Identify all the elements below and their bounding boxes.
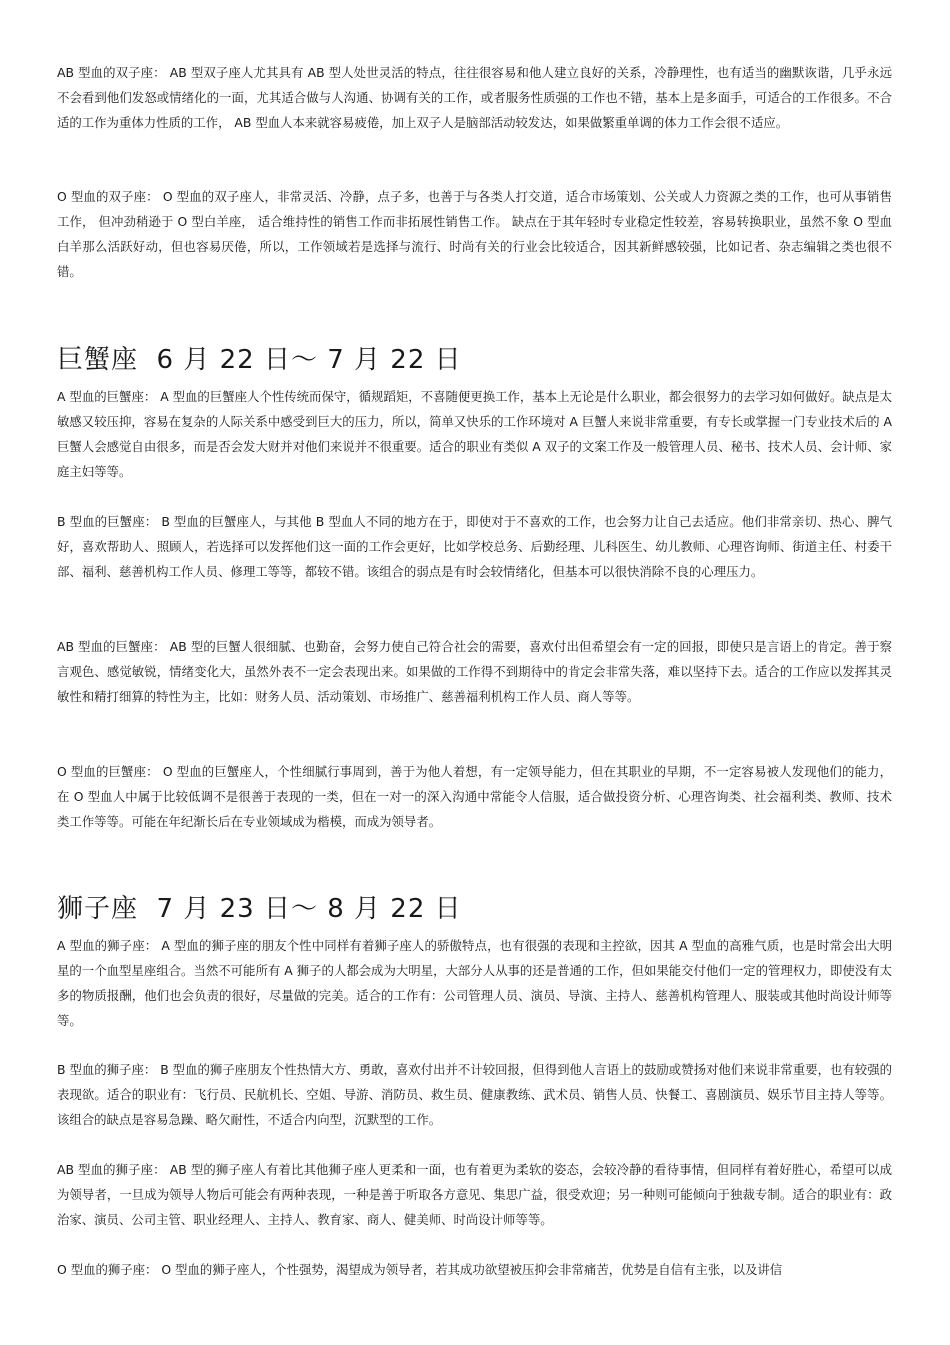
paragraph-ab-leo: AB 型血的狮子座： AB 型的狮子座人有着比其他狮子座人更柔和一面，也有着更为柔软的姿态，会较冷静的看待事情，但同样有着好胜心，希望可以成为领导者，一旦成为领导人物后可能会有两种表现，一种是善于听取各方意见、集思广益，很受欢迎；另一种则可能倾向于独裁专制。适合的职业有：政治家、演员、公司主管、职业经理人、主持人、教育家、商人、健美师、时尚设计师等等。	[57, 1162, 892, 1227]
paragraph-o-gemini: O 型血的双子座： O 型血的双子座人，非常灵活、冷静，点子多，也善于与各类人打交道，适合市场策划、公关或人力资源之类的工作，也可从事销售工作， 但冲劲稍逊于 O 型白羊座， 适合维持性的销售工作而非拓展性销售工作。 缺点在于其年轻时专业稳定性较差，容易转换职业，虽然不象 O 型血白羊那么活跃好动，但也容易厌倦，所以，工作领域若是选择与流行、时尚有关的行业会比较适合，因其新鲜感较强，比如记者、杂志编辑之类也很不错。	[57, 189, 892, 279]
paragraph-a-cancer: A 型血的巨蟹座： A 型血的巨蟹座人个性传统而保守，循规蹈矩，不喜随便更换工作，基本上无论是什么职业，都会很努力的去学习如何做好。缺点是太敏感又较压抑，容易在复杂的人际关系中感受到巨大的压力，所以，简单又快乐的工作环境对 A 巨蟹人来说非常重要，有专长或掌握一门专业技术后的 A 巨蟹人会感觉自由很多，而是否会发大财并对他们来说并不很重要。适合的职业有类似 A 双子的文案工作及一般管理人员、秘书、技术人员、会计师、家庭主妇等等。	[57, 389, 892, 479]
heading-leo: 狮子座 7 月 23 日～ 8 月 22 日	[57, 894, 462, 924]
paragraph-ab-gemini: AB 型血的双子座： AB 型双子座人尤其具有 AB 型人处世灵活的特点，往往很容易和他人建立良好的关系，冷静理性，也有适当的幽默诙谐，几乎永远不会看到他们发怒或情绪化的一面，尤其适合做与人沟通、协调有关的工作，或者服务性质强的工作也不错，基本上是多面手，可适合的工作很多。不合适的工作为重体力性质的工作， AB 型血人本来就容易疲倦，加上双子人是脑部活动较发达，如果做繁重单调的体力工作会很不适应。	[57, 65, 892, 130]
paragraph-ab-cancer: AB 型血的巨蟹座： AB 型的巨蟹人很细腻、也勤奋，会努力使自己符合社会的需要，喜欢付出但希望会有一定的回报，即使只是言语上的肯定。善于察言观色、感觉敏锐，情绪变化大，虽然外表不一定会表现出来。如果做的工作得不到期待中的肯定会非常失落，难以坚持下去。适合的工作应以发挥其灵敏性和精打细算的特性为主，比如：财务人员、活动策划、市场推广、慈善福利机构工作人员、商人等等。	[57, 639, 892, 704]
paragraph-o-leo: O 型血的狮子座： O 型血的狮子座人，个性强势，渴望成为领导者，若其成功欲望被压抑会非常痛苦，优势是自信有主张，以及讲信	[57, 1262, 783, 1277]
paragraph-o-cancer: O 型血的巨蟹座： O 型血的巨蟹座人，个性细腻行事周到，善于为他人着想，有一定领导能力，但在其职业的早期，不一定容易被人发现他们的能力，在 O 型血人中属于比较低调不是很善于表现的一类，但在一对一的深入沟通中常能令人信服，适合做投资分析、心理咨询类、社会福利类、教师、技术类工作等等。可能在年纪渐长后在专业领域成为楷模，而成为领导者。	[57, 764, 892, 829]
paragraph-a-leo: A 型血的狮子座： A 型血的狮子座的朋友个性中同样有着狮子座人的骄傲特点，也有很强的表现和主控欲，因其 A 型血的高雅气质，也是时常会出大明星的一个血型星座组合。当然不可能所有 A 狮子的人都会成为大明星，大部分人从事的还是普通的工作，但如果能交付他们一定的管理权力，即使没有太多的物质报酬，他们也会负责的很好，尽量做的完美。适合的工作有：公司管理人员、演员、导演、主持人、慈善机构管理人、服装或其他时尚设计师等等。	[57, 938, 892, 1028]
paragraph-b-leo: B 型血的狮子座： B 型血的狮子座朋友个性热情大方、勇敢，喜欢付出并不计较回报，但得到他人言语上的鼓励或赞扬对他们来说非常重要，也有较强的表现欲。适合的职业有：飞行员、民航机长、空姐、导游、消防员、救生员、健康教练、武术员、销售人员、快餐工、喜剧演员、娱乐节目主持人等等。该组合的缺点是容易急躁、略欠耐性，不适合内向型，沉默型的工作。	[57, 1062, 892, 1127]
paragraph-b-cancer: B 型血的巨蟹座： B 型血的巨蟹座人，与其他 B 型血人不同的地方在于，即使对于不喜欢的工作，也会努力让自己去适应。他们非常亲切、热心、脾气好，喜欢帮助人、照顾人，若选择可以发挥他们这一面的工作会更好，比如学校总务、后勤经理、儿科医生、幼儿教师、心理咨询师、街道主任、村委干部、福利、慈善机构工作人员、修理工等等，都较不错。该组合的弱点是有时会较情绪化，但基本可以很快消除不良的心理压力。	[57, 514, 892, 579]
heading-cancer: 巨蟹座 6 月 22 日～ 7 月 22 日	[57, 345, 462, 375]
